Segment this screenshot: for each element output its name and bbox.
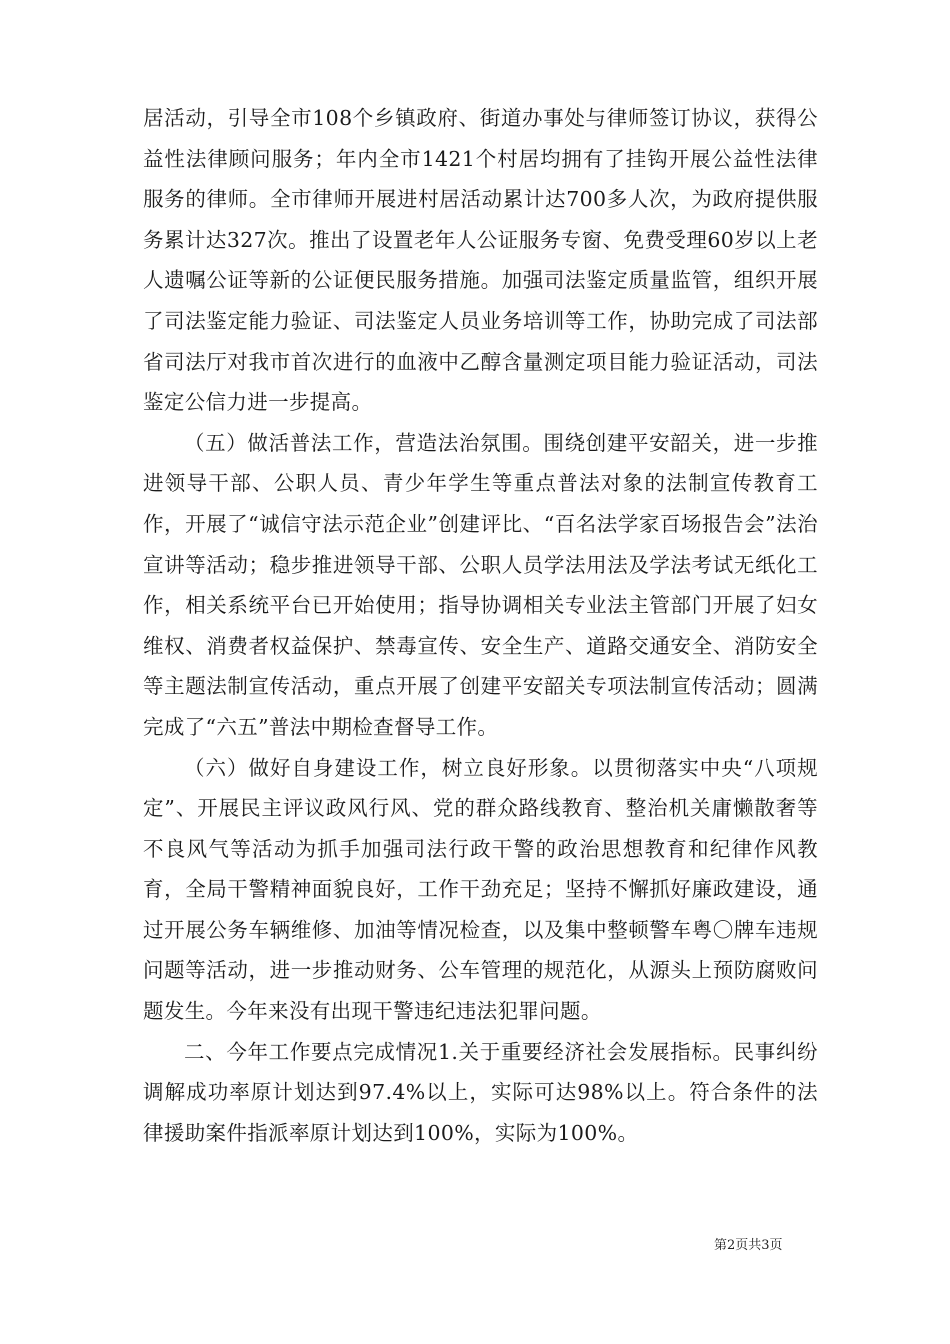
- body-paragraph-continued: 居活动，引导全市108个乡镇政府、街道办事处与律师签订协议，获得公益性法律顾问服务；年内全市1421个村居均拥有了挂钩开展公益性法律服务的律师。全市律师开展进村居活动累计达700多人次，为政府提供服务累计达327次。推出了设置老年人公证服务专窗、免费受理60岁以上老人遗嘱公证等新的公证便民服务措施。加强司法鉴定质量监管，组织开展了司法鉴定能力验证、司法鉴定人员业务培训等工作，协助完成了司法部省司法厅对我市首次进行的血液中乙醇含量测定项目能力验证活动，司法鉴定公信力进一步提高。: [143, 106, 818, 415]
- body-paragraph-self-building: （六）做好自身建设工作，树立良好形象。以贯彻落实中央“八项规定”、开展民主评议政风行风、党的群众路线教育、整治机关庸懒散奢等不良风气等活动为抓手加强司法行政干警的政治思想教育和纪律作风教育，全局干警精神面貌良好，工作干劲充足；坚持不懈抓好廉政建设，通过开展公务车辆维修、加油等情况检查，以及集中整顿警车粤〇牌车违规问题等活动，进一步推动财务、公车管理的规范化，从源头上预防腐败问题发生。今年来没有出现干警违纪违法犯罪问题。: [143, 755, 818, 1024]
- body-paragraph-work-summary: 二、今年工作要点完成情况1.关于重要经济社会发展指标。民事纠纷调解成功率原计划达到97.4%以上，实际可达98%以上。符合条件的法律援助案件指派率原计划达到100%，实际为100%。: [143, 1039, 818, 1145]
- document-body: [143, 98, 818, 1153]
- body-paragraph-legal-education: （五）做活普法工作，营造法治氛围。围绕创建平安韶关，进一步推进领导干部、公职人员、青少年学生等重点普法对象的法制宣传教育工作，开展了“诚信守法示范企业”创建评比、“百名法学家百场报告会”法治宣讲等活动；稳步推进领导干部、公职人员学法用法及学法考试无纸化工作，相关系统平台已开始使用；指导协调相关专业法主管部门开展了妇女维权、消费者权益保护、禁毒宣传、安全生产、道路交通安全、消防安全等主题法制宣传活动，重点开展了创建平安韶关专项法制宣传活动；圆满完成了“六五”普法中期检查督导工作。: [143, 430, 818, 739]
- page-number: 第2页共3页: [714, 1238, 783, 1253]
